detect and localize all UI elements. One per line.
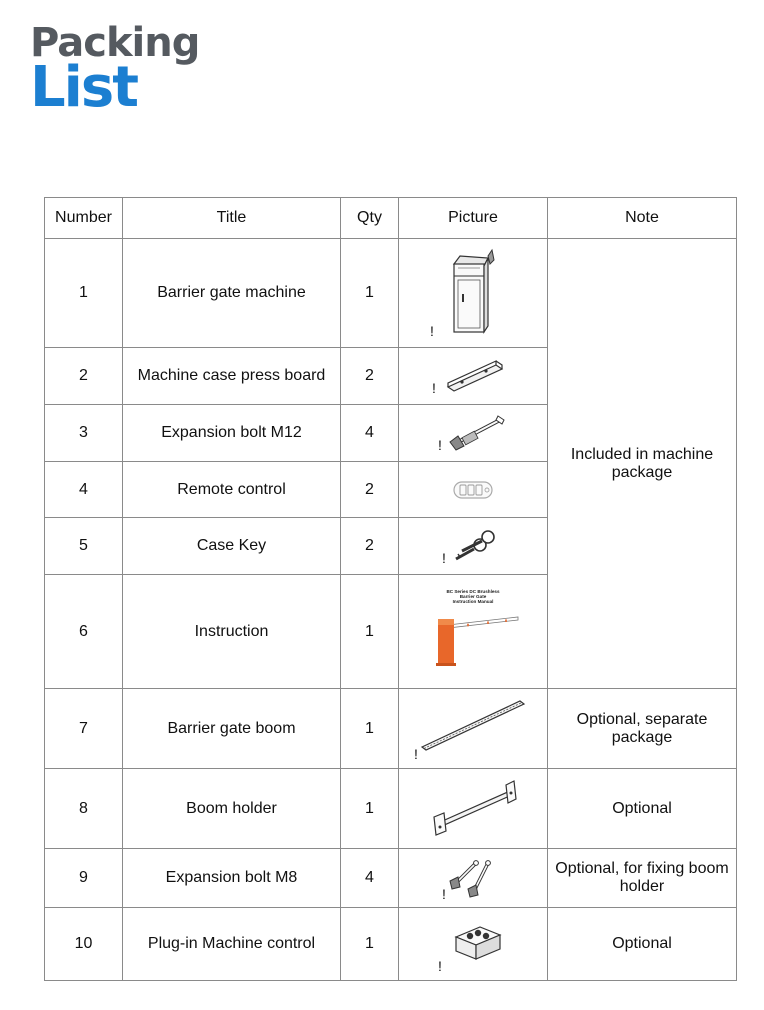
row-picture	[399, 575, 548, 689]
table-row	[45, 769, 737, 849]
marker: !	[430, 322, 434, 339]
row-picture	[399, 769, 548, 849]
row-number: 1	[45, 239, 123, 348]
row-picture	[399, 689, 548, 769]
row-picture	[399, 239, 548, 348]
heading-list: List	[30, 55, 137, 120]
note-included: Included in machine package	[548, 239, 737, 689]
row-number: 7	[45, 689, 123, 769]
row-qty: 4	[341, 405, 399, 462]
row-qty: 4	[341, 849, 399, 908]
note-row10: Optional	[548, 908, 737, 981]
note-row7: Optional, separate package	[548, 689, 737, 769]
manual-title-line3: Instruction Manual	[452, 599, 494, 604]
header-number: Number	[45, 198, 123, 239]
row-number: 4	[45, 462, 123, 518]
row-picture	[399, 908, 548, 981]
row-title: Plug-in Machine control	[123, 908, 341, 981]
row-title: Remote control	[123, 462, 341, 518]
row-number: 10	[45, 908, 123, 981]
header-qty: Qty	[341, 198, 399, 239]
row-qty: 2	[341, 348, 399, 405]
heading	[30, 20, 200, 120]
table-header-row	[45, 198, 737, 239]
row-number: 6	[45, 575, 123, 689]
marker: !	[442, 886, 446, 902]
row-number: 2	[45, 348, 123, 405]
manual-title-line1: BC Series DC Brushless	[446, 589, 500, 594]
boom-icon	[408, 693, 538, 765]
boom-holder-icon	[418, 773, 528, 845]
control-box-icon	[428, 913, 518, 975]
marker: !	[442, 550, 446, 566]
row-picture	[399, 348, 548, 405]
row-qty: 2	[341, 462, 399, 518]
row-qty: 1	[341, 908, 399, 981]
marker: !	[438, 958, 442, 974]
row-title: Barrier gate boom	[123, 689, 341, 769]
expansion-bolts-icon	[428, 851, 518, 905]
row-title: Expansion bolt M8	[123, 849, 341, 908]
row-title: Expansion bolt M12	[123, 405, 341, 462]
row-qty: 2	[341, 518, 399, 575]
key-icon	[428, 521, 518, 571]
row-qty: 1	[341, 239, 399, 348]
heading-packing: Packing	[30, 20, 200, 66]
row-qty: 1	[341, 575, 399, 689]
header-picture: Picture	[399, 198, 548, 239]
press-board-icon	[428, 351, 518, 401]
row-title: Barrier gate machine	[123, 239, 341, 348]
row-title: Boom holder	[123, 769, 341, 849]
table-row	[45, 849, 737, 908]
row-picture	[399, 405, 548, 462]
packing-table	[44, 197, 737, 981]
marker: !	[432, 380, 436, 396]
marker: !	[414, 745, 418, 762]
row-number: 9	[45, 849, 123, 908]
table-row	[45, 239, 737, 348]
row-title: Case Key	[123, 518, 341, 575]
manual-title-line2: Barrier Gate	[459, 594, 487, 599]
header-note: Note	[548, 198, 737, 239]
row-qty: 1	[341, 769, 399, 849]
manual-icon	[418, 579, 528, 684]
row-picture	[399, 462, 548, 518]
row-title: Instruction	[123, 575, 341, 689]
note-row8: Optional	[548, 769, 737, 849]
barrier-machine-icon	[428, 246, 518, 341]
row-number: 5	[45, 518, 123, 575]
row-number: 3	[45, 405, 123, 462]
table-row	[45, 908, 737, 981]
note-row9: Optional, for fixing boom holder	[548, 849, 737, 908]
remote-control-icon	[428, 470, 518, 510]
expansion-bolt-icon	[428, 408, 518, 458]
row-picture	[399, 849, 548, 908]
row-title: Machine case press board	[123, 348, 341, 405]
row-qty: 1	[341, 689, 399, 769]
header-title: Title	[123, 198, 341, 239]
row-picture	[399, 518, 548, 575]
table-row	[45, 689, 737, 769]
row-number: 8	[45, 769, 123, 849]
marker: !	[438, 437, 442, 453]
